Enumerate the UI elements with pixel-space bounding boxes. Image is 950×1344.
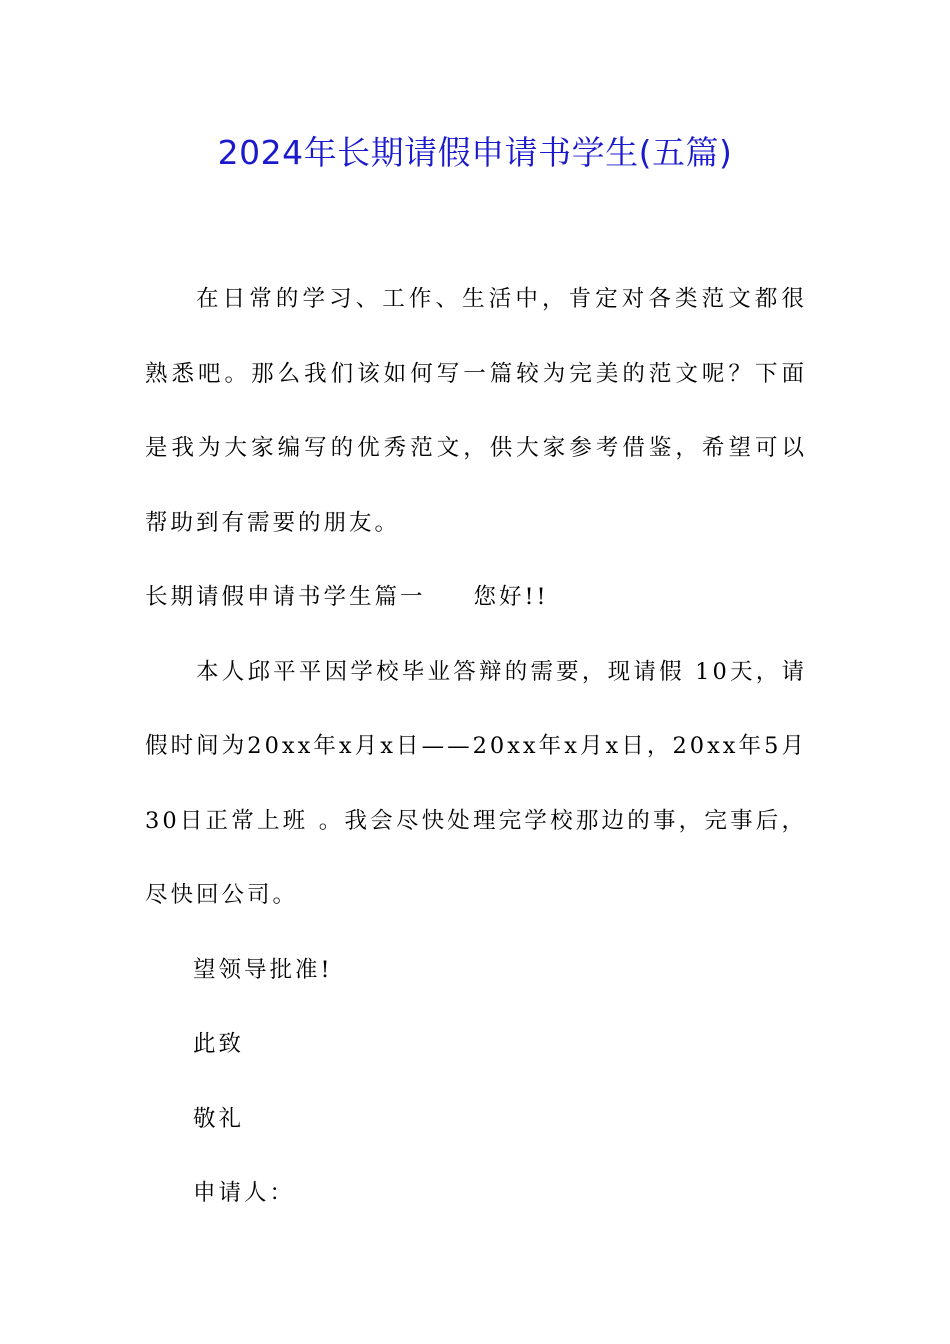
section-heading: 长期请假申请书学生篇一 bbox=[145, 584, 426, 610]
applicant-line: 申请人： bbox=[193, 1180, 296, 1206]
closing-line-2: 敬礼 bbox=[193, 1105, 245, 1132]
closing-line-1: 此致 bbox=[193, 1031, 245, 1057]
greeting: 您好!! bbox=[473, 584, 549, 610]
body-paragraph: 本人邱平平因学校毕业答辩的需要，现请假 10天，请假时间为20xx年x月x日——20xx年x月x日，20xx年5月30日正常上班 。我会尽快处理完学校那边的事，完事后，尽快回公司。 bbox=[145, 658, 807, 908]
document-title: 2024年长期请假申请书学生(五篇) bbox=[217, 133, 733, 172]
section-heading-line bbox=[145, 560, 807, 635]
intro-paragraph: 在日常的学习、工作、生活中，肯定对各类范文都很熟悉吧。那么我们该如何写一篇较为完美的范文呢？下面是我为大家编写的优秀范文，供大家参考借鉴，希望可以帮助到有需要的朋友。 bbox=[145, 286, 807, 536]
request-line: 望领导批准! bbox=[193, 956, 333, 983]
document-body bbox=[145, 262, 807, 1231]
